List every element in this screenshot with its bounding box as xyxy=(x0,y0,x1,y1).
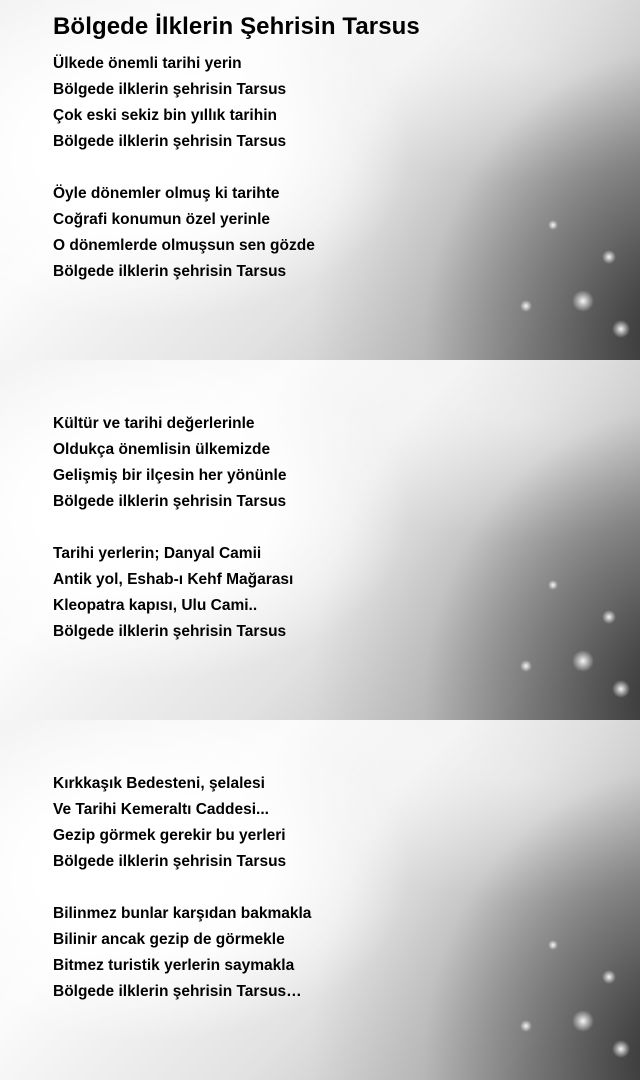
sparkle-decoration xyxy=(572,1010,594,1032)
poem-line: Bitmez turistik yerlerin saymakla xyxy=(53,957,295,974)
poem-line: Bilinir ancak gezip de görmekle xyxy=(53,931,285,948)
poem-line: Ülkede önemli tarihi yerin xyxy=(53,55,242,72)
sparkle-decoration xyxy=(520,300,532,312)
poem-line: Oldukça önemlisin ülkemizde xyxy=(53,441,271,458)
poem-line: Gezip görmek gerekir bu yerleri xyxy=(53,827,286,844)
poem-title: Bölgede İlklerin Şehrisin Tarsus xyxy=(53,13,420,40)
poem-line: Öyle dönemler olmuş ki tarihte xyxy=(53,185,280,202)
poem-line: Gelişmiş bir ilçesin her yönünle xyxy=(53,467,287,484)
poem-line: Bölgede ilklerin şehrisin Tarsus xyxy=(53,853,287,870)
poem-line: O dönemlerde olmuşsun sen gözde xyxy=(53,237,315,254)
sparkle-decoration xyxy=(548,580,558,590)
poem-line: Kültür ve tarihi değerlerinle xyxy=(53,415,255,432)
poem-line: Kleopatra kapısı, Ulu Cami.. xyxy=(53,597,258,614)
poem-line: Kırkkaşık Bedesteni, şelalesi xyxy=(53,775,265,792)
poem-line: Bölgede ilklerin şehrisin Tarsus xyxy=(53,263,287,280)
sparkle-decoration xyxy=(548,940,558,950)
poem-line: Bölgede ilklerin şehrisin Tarsus xyxy=(53,493,287,510)
poem-line: Coğrafi konumun özel yerinle xyxy=(53,211,271,228)
sparkle-decoration xyxy=(572,290,594,312)
poem-line: Bölgede ilklerin şehrisin Tarsus… xyxy=(53,983,302,1000)
poem-line: Ve Tarihi Kemeraltı Caddesi... xyxy=(53,801,269,818)
sparkle-decoration xyxy=(572,650,594,672)
poem-line: Bölgede ilklerin şehrisin Tarsus xyxy=(53,133,287,150)
poem-line: Antik yol, Eshab-ı Kehf Mağarası xyxy=(53,571,294,588)
sparkle-decoration xyxy=(602,970,616,984)
stanza-5 xyxy=(53,771,286,875)
sparkle-decoration xyxy=(548,220,558,230)
stanza-3 xyxy=(53,411,286,515)
poem-panel-1 xyxy=(0,0,640,360)
poem-line: Çok eski sekiz bin yıllık tarihin xyxy=(53,107,277,124)
sparkle-decoration xyxy=(612,320,630,338)
poem-line: Bölgede ilklerin şehrisin Tarsus xyxy=(53,81,287,98)
poem-line: Bilinmez bunlar karşıdan bakmakla xyxy=(53,905,312,922)
sparkle-decoration xyxy=(602,610,616,624)
sparkle-decoration xyxy=(602,250,616,264)
poem-panel-3 xyxy=(0,720,640,1080)
poem-line: Tarihi yerlerin; Danyal Camii xyxy=(53,545,262,562)
stanza-4 xyxy=(53,541,293,645)
stanza-1 xyxy=(53,51,286,155)
stanza-2 xyxy=(53,181,315,285)
poem-line: Bölgede ilklerin şehrisin Tarsus xyxy=(53,623,287,640)
sparkle-decoration xyxy=(520,1020,532,1032)
poem-panel-2 xyxy=(0,360,640,720)
sparkle-decoration xyxy=(612,1040,630,1058)
stanza-6 xyxy=(53,901,311,1005)
sparkle-decoration xyxy=(520,660,532,672)
sparkle-decoration xyxy=(612,680,630,698)
